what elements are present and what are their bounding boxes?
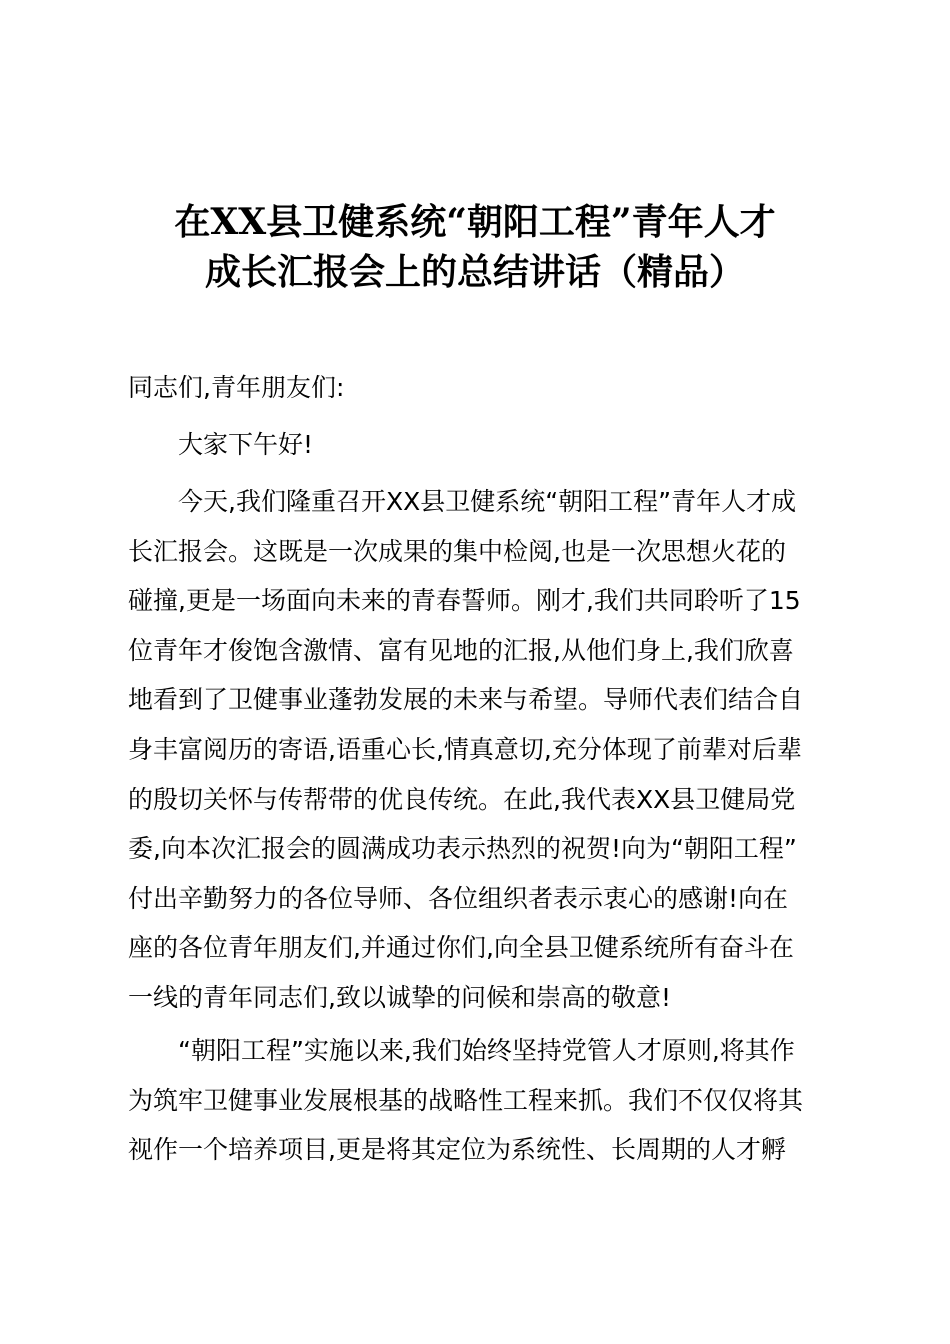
paragraph-line: 今天,我们隆重召开XX县卫健系统“朝阳工程”青年人才成: [178, 487, 797, 516]
paragraph-1: [128, 477, 828, 1023]
greeting: [128, 420, 828, 470]
salutation: [128, 363, 828, 413]
paragraph-line: 座的各位青年朋友们,并通过你们,向全县卫健系统所有奋斗在: [128, 933, 794, 963]
paragraph-line: 一线的青年同志们,致以诚挚的问候和崇高的敬意!: [128, 982, 671, 1012]
paragraph-2: [128, 1026, 828, 1175]
paragraph-line: 视作一个培养项目,更是将其定位为系统性、长周期的人才孵: [128, 1135, 786, 1165]
salutation-text: 同志们,青年朋友们:: [128, 373, 345, 402]
paragraph-line: 碰撞,更是一场面向未来的青春誓师。刚才,我们共同聆听了15: [128, 586, 801, 616]
paragraph-line: 为筑牢卫健事业发展根基的战略性工程来抓。我们不仅仅将其: [128, 1085, 804, 1115]
paragraph-line: 地看到了卫健事业蓬勃发展的未来与希望。导师代表们结合自: [128, 685, 804, 715]
document-title-line-2: 成长汇报会上的总结讲话（精品）: [204, 251, 745, 293]
document-title-line-1: 在XX县卫健系统“朝阳工程”青年人才: [174, 201, 776, 243]
paragraph-line: 的殷切关怀与传帮带的优良传统。在此,我代表XX县卫健局党: [128, 784, 796, 814]
paragraph-line: “朝阳工程”实施以来,我们始终坚持党管人才原则,将其作: [178, 1036, 795, 1065]
paragraph-line: 委,向本次汇报会的圆满成功表示热烈的祝贺!向为“朝阳工程”: [128, 834, 797, 864]
greeting-text: 大家下午好!: [178, 430, 314, 459]
paragraph-line: 身丰富阅历的寄语,语重心长,情真意切,充分体现了前辈对后辈: [128, 734, 802, 764]
paragraph-line: 长汇报会。这既是一次成果的集中检阅,也是一次思想火花的: [128, 536, 786, 566]
paragraph-line: 位青年才俊饱含激情、富有见地的汇报,从他们身上,我们欣喜: [128, 635, 794, 665]
paragraph-line: 付出辛勤努力的各位导师、各位组织者表示衷心的感谢!向在: [128, 883, 789, 913]
